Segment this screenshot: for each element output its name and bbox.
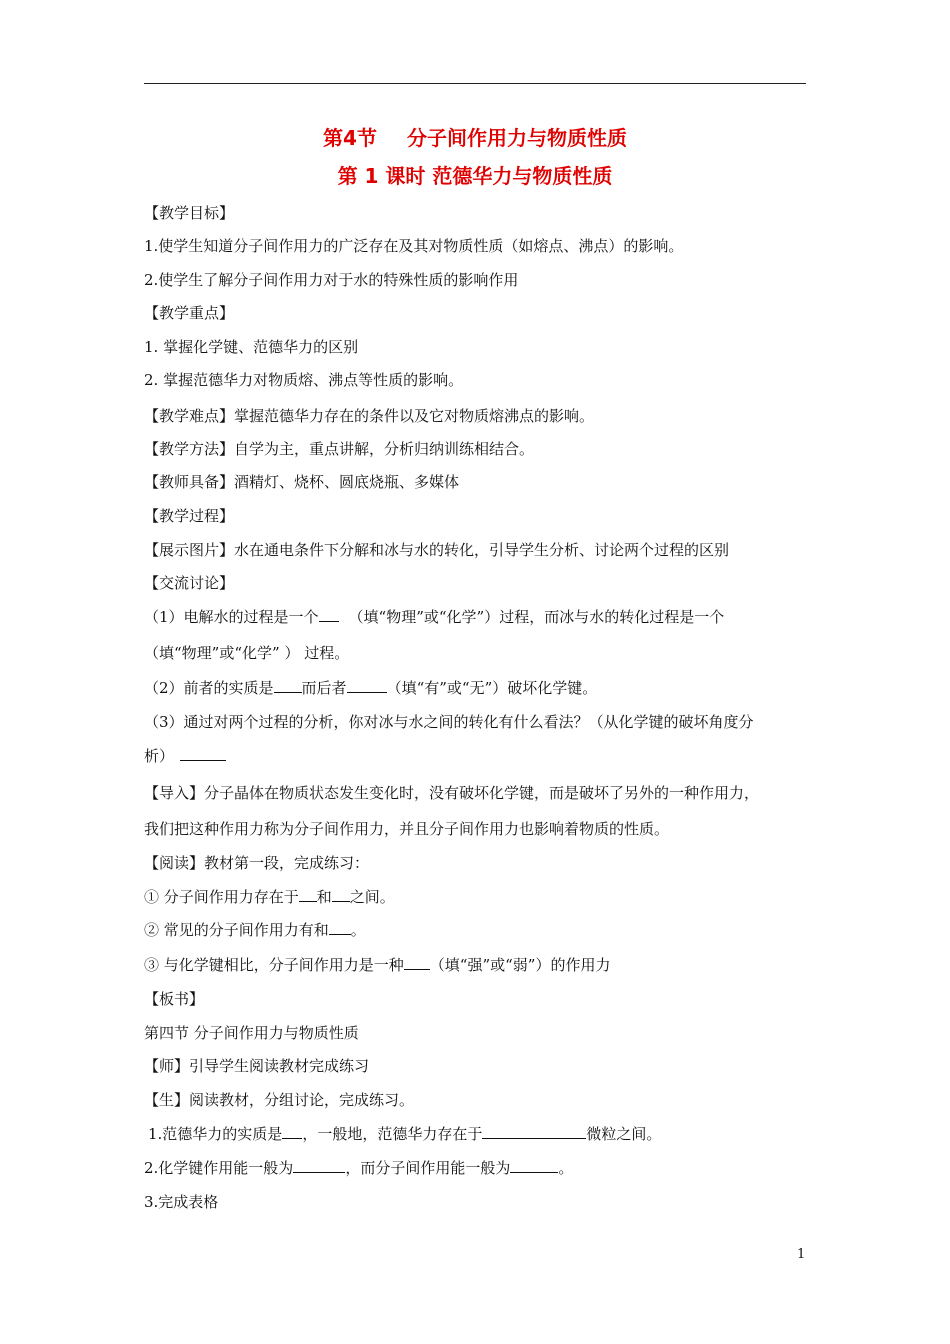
answer-blank[interactable]: [274, 678, 302, 693]
heading-objectives: 【教学目标】: [144, 204, 235, 222]
discussion-q1-cont: （填“物理”或“化学” ） 过程。: [144, 644, 350, 662]
materials: 【教师具备】酒精灯、烧杯、圆底烧瓶、多媒体: [144, 473, 460, 491]
exercise-1: [144, 887, 395, 907]
exercise-1-text-c: 之间。: [349, 888, 395, 906]
q1-text-b: （填“物理”或“化学”）过程，而冰与水的转化过程是一个: [348, 608, 725, 626]
header-rule: [144, 83, 806, 84]
exercise-1-text-a: ① 分子间作用力存在于: [144, 888, 299, 906]
heading-board: 【板书】: [144, 990, 205, 1008]
method: 【教学方法】自学为主，重点讲解，分析归纳训练相结合。: [144, 440, 535, 458]
key-point-2: 2. 掌握范德华力对物质熔、沸点等性质的影响。: [144, 371, 464, 389]
practice-2-text-c: 。: [558, 1159, 574, 1177]
section-title: [0, 122, 950, 151]
q2-text-b: 而后者: [301, 679, 347, 697]
answer-blank[interactable]: [510, 1158, 558, 1173]
student-action: 【生】阅读教材，分组讨论，完成练习。: [144, 1091, 415, 1109]
exercise-3-text-b: （填“强”或“弱”）的作用力: [429, 956, 611, 974]
exercise-2-text-c: 。: [350, 921, 366, 939]
board-title: 第四节 分子间作用力与物质性质: [144, 1024, 359, 1042]
intro-line-1: 【导入】分子晶体在物质状态发生变化时，没有破坏化学键，而是破坏了另外的一种作用力，: [144, 784, 760, 802]
section-number: 第4节: [323, 126, 377, 150]
practice-1-text-b: ，一般地，范德华力存在于: [302, 1125, 483, 1143]
discussion-q3: （3）通过对两个过程的分析，你对冰与水之间的转化有什么看法？（从化学键的破坏角度分: [144, 713, 754, 731]
q2-text-a: （2）前者的实质是: [144, 679, 274, 697]
answer-blank[interactable]: [319, 607, 339, 622]
show-pictures: 【展示图片】水在通电条件下分解和冰与水的转化，引导学生分析、讨论两个过程的区别: [144, 541, 730, 559]
exercise-1-text-b: 和: [316, 888, 332, 906]
answer-blank[interactable]: [293, 1158, 345, 1173]
difficulty: 【教学难点】掌握范德华力存在的条件以及它对物质熔沸点的影响。: [144, 407, 595, 425]
practice-1-text-a: 1.范德华力的实质是: [148, 1125, 283, 1143]
section-topic: 分子间作用力与物质性质: [406, 126, 627, 150]
answer-blank[interactable]: [332, 887, 350, 902]
practice-2-text-a: 2.化学键作用能一般为: [144, 1159, 294, 1177]
answer-blank[interactable]: [299, 887, 317, 902]
exercise-3-text-a: ③ 与化学键相比，分子间作用力是一种: [144, 956, 404, 974]
practice-2: [144, 1158, 573, 1178]
heading-discussion: 【交流讨论】: [144, 574, 235, 592]
objective-2: 2.使学生了解分子间作用力对于水的特殊性质的影响作用: [144, 271, 519, 289]
exercise-2-text-a: ② 常见的分子间作用力有: [144, 921, 314, 939]
answer-blank[interactable]: [347, 678, 387, 693]
q3-text: 析）: [144, 747, 175, 765]
answer-blank[interactable]: [180, 746, 226, 761]
intro-line-2: 我们把这种作用力称为分子间作用力，并且分子间作用力也影响着物质的性质。: [144, 820, 670, 838]
page-number: 1: [797, 1247, 806, 1262]
practice-1: [148, 1124, 661, 1144]
answer-blank[interactable]: [282, 1124, 302, 1139]
practice-1-text-c: 微粒之间。: [586, 1125, 662, 1143]
practice-2-text-b: ，而分子间作用能一般为: [345, 1159, 511, 1177]
heading-key-points: 【教学重点】: [144, 304, 235, 322]
q1-text-a: （1）电解水的过程是一个: [144, 608, 319, 626]
reading: 【阅读】教材第一段，完成练习：: [144, 854, 370, 872]
key-point-1: 1. 掌握化学键、范德华力的区别: [144, 338, 359, 356]
discussion-q1: [144, 607, 724, 627]
discussion-q3-cont: [144, 746, 226, 766]
exercise-2: [144, 920, 366, 940]
objective-1: 1.使学生知道分子间作用力的广泛存在及其对物质性质（如熔点、沸点）的影响。: [144, 237, 684, 255]
exercise-3: [144, 955, 610, 975]
answer-blank[interactable]: [404, 955, 430, 970]
answer-blank[interactable]: [482, 1124, 586, 1139]
answer-blank[interactable]: [329, 920, 351, 935]
exercise-2-text-b: 和: [313, 921, 329, 939]
teacher-action: 【师】引导学生阅读教材完成练习: [144, 1057, 370, 1075]
q2-text-c: （填“有”或“无”）破坏化学键。: [386, 679, 598, 697]
practice-3: 3.完成表格: [144, 1193, 219, 1211]
discussion-q2: [144, 678, 597, 698]
lesson-title: 第 1 课时 范德华力与物质性质: [337, 164, 613, 188]
heading-process: 【教学过程】: [144, 507, 235, 525]
